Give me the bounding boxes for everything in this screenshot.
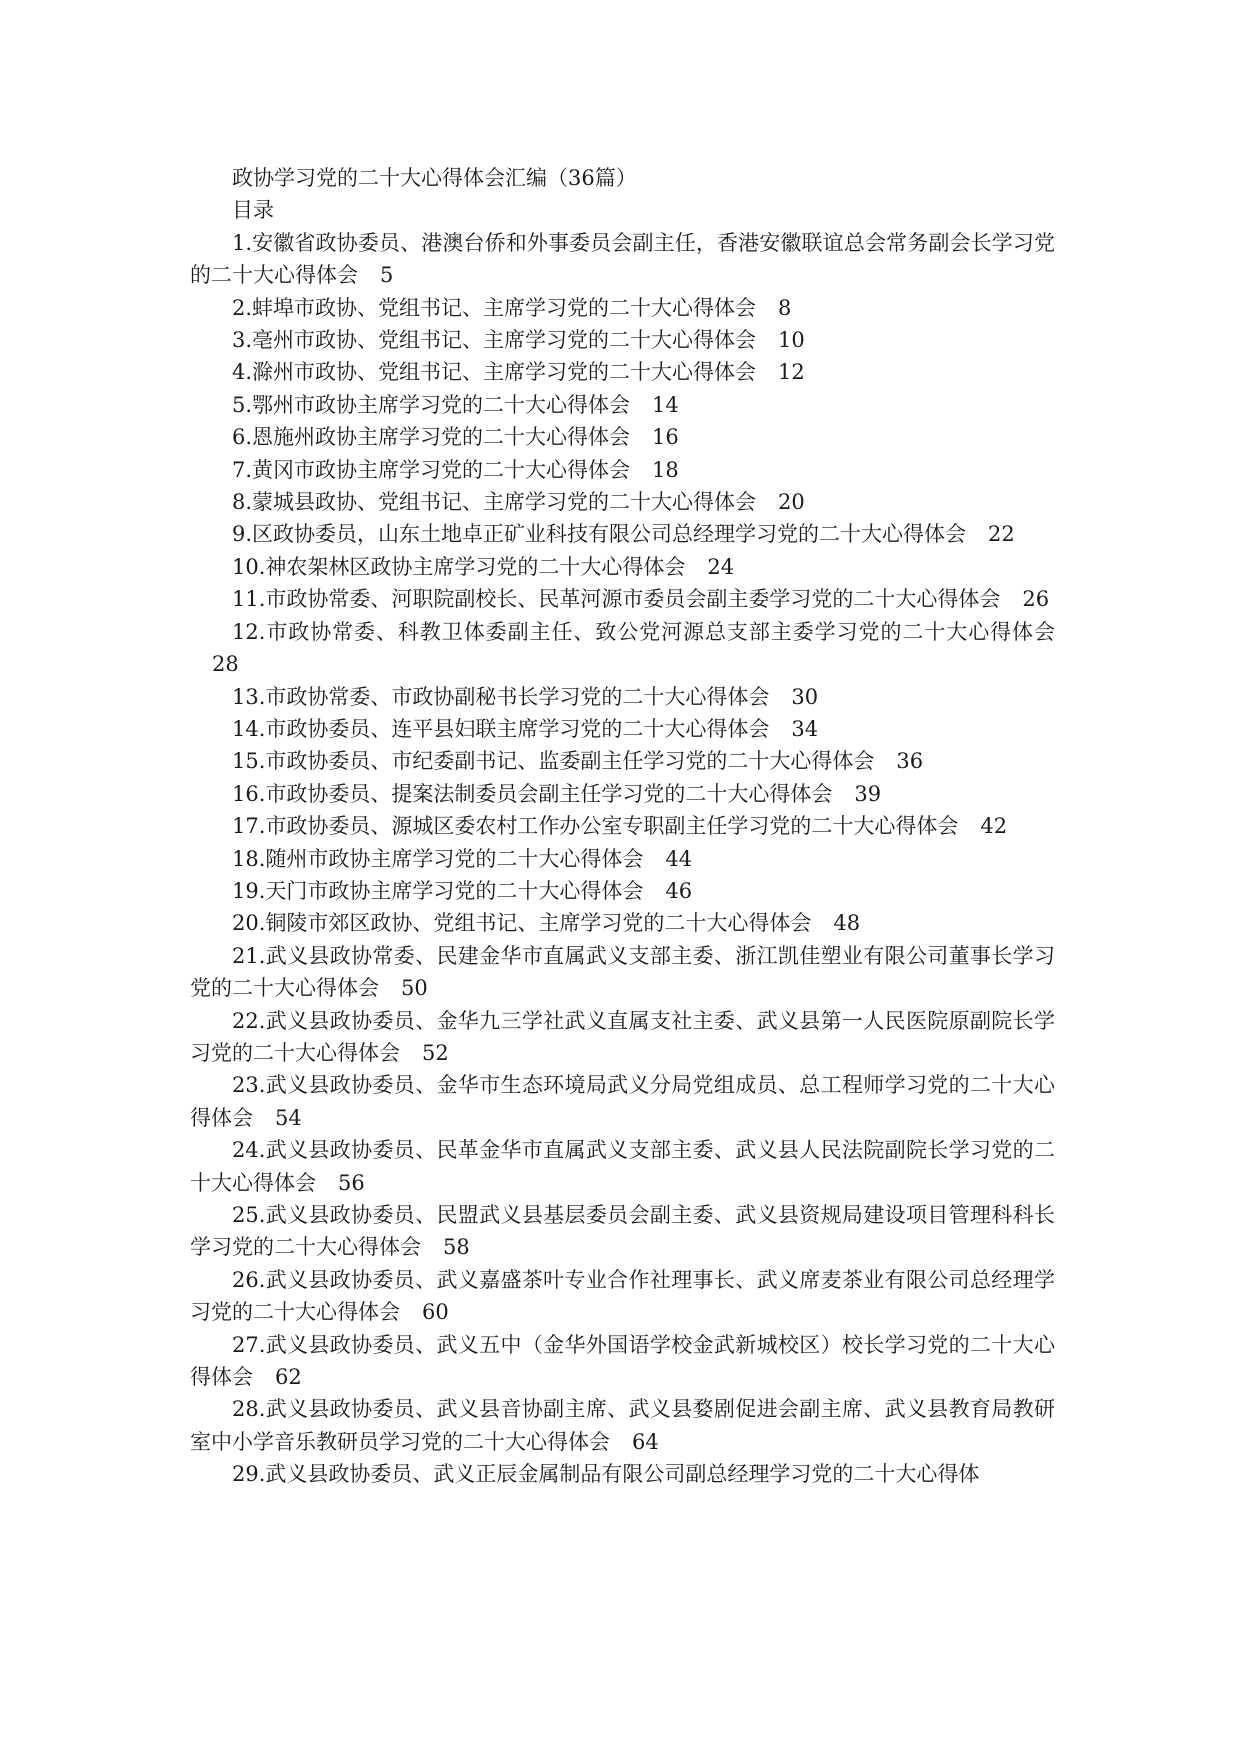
document-page bbox=[190, 162, 1055, 1491]
toc-entry-page-number: 48 bbox=[833, 911, 861, 936]
toc-entry-page-number: 8 bbox=[778, 295, 792, 320]
toc-entry-text: 27.武义县政协委员、武义五中（金华外国语学校金武新城校区）校长学习党的二十大心得体会 bbox=[190, 1332, 1055, 1390]
toc-entry-page-number: 42 bbox=[980, 814, 1008, 839]
toc-entry bbox=[190, 681, 1055, 713]
toc-entry-text: 3.亳州市政协、党组书记、主席学习党的二十大心得体会 bbox=[232, 328, 757, 353]
toc-entry bbox=[190, 551, 1055, 583]
toc-entry-text: 28.武义县政协委员、武义县音协副主席、武义县婺剧促进会副主席、武义县教育局教研室中小学音乐教研员学习党的二十大心得体会 bbox=[190, 1397, 1055, 1454]
toc-entry-page-number: 44 bbox=[665, 846, 693, 871]
toc-entry bbox=[190, 227, 1055, 292]
toc-entry-text: 15.市政协委员、市纪委副书记、监委副主任学习党的二十大心得体会 bbox=[232, 749, 875, 774]
toc-entry-text: 20.铜陵市郊区政协、党组书记、主席学习党的二十大心得体会 bbox=[232, 911, 812, 936]
toc-entry-page-number: 10 bbox=[778, 328, 805, 353]
toc-entry-text: 21.武义县政协常委、民建金华市直属武义支部主委、浙江凯佳塑业有限公司董事长学习党的二十大心得体会 bbox=[190, 943, 1055, 1001]
toc-entry-page-number: 26 bbox=[1022, 587, 1050, 612]
toc-entry-page-number: 36 bbox=[896, 749, 924, 774]
toc-entry-text: 13.市政协常委、市政协副秘书长学习党的二十大心得体会 bbox=[232, 684, 770, 709]
toc-entry bbox=[190, 454, 1055, 486]
toc-entry bbox=[190, 421, 1055, 453]
toc-entry-text: 7.黄冈市政协主席学习党的二十大心得体会 bbox=[232, 457, 631, 482]
toc-entry-text: 10.神农架林区政协主席学习党的二十大心得体会 bbox=[232, 554, 686, 579]
toc-entry-page-number: 50 bbox=[401, 976, 428, 1001]
toc-entry-page-number: 30 bbox=[791, 684, 819, 709]
toc-entry bbox=[190, 616, 1055, 681]
toc-entry bbox=[190, 713, 1055, 745]
toc-entry-page-number: 56 bbox=[338, 1170, 365, 1195]
toc-entry bbox=[190, 778, 1055, 810]
toc-entry-text: 23.武义县政协委员、金华市生态环境局武义分局党组成员、总工程师学习党的二十大心得体会 bbox=[190, 1073, 1055, 1130]
toc-entry-text: 14.市政协委员、连平县妇联主席学习党的二十大心得体会 bbox=[232, 716, 770, 741]
toc-entry bbox=[190, 1199, 1055, 1264]
toc-entry bbox=[190, 940, 1055, 1005]
toc-entry bbox=[190, 356, 1055, 388]
toc-entry-page-number: 5 bbox=[380, 263, 394, 288]
document-title: 政协学习党的二十大心得体会汇编（36篇） bbox=[232, 166, 637, 190]
toc-entry-page-number: 62 bbox=[275, 1365, 302, 1390]
toc-entry-page-number: 28 bbox=[212, 652, 239, 677]
toc-entry-text: 12.市政协常委、科教卫体委副主任、致公党河源总支部主委学习党的二十大心得体会 bbox=[232, 619, 1055, 644]
toc-entry bbox=[190, 745, 1055, 777]
toc-entry bbox=[190, 843, 1055, 875]
toc-entry-page-number: 18 bbox=[652, 457, 679, 482]
toc-entry-page-number: 46 bbox=[665, 878, 693, 903]
toc-entry-text: 2.蚌埠市政协、党组书记、主席学习党的二十大心得体会 bbox=[232, 295, 757, 320]
toc-entry-page-number: 24 bbox=[707, 554, 735, 579]
toc-entry-text: 18.随州市政协主席学习党的二十大心得体会 bbox=[232, 846, 644, 871]
toc-entry-page-number: 60 bbox=[422, 1300, 449, 1325]
toc-entry-text: 26.武义县政协委员、武义嘉盛茶叶专业合作社理事长、武义席麦茶业有限公司总经理学习党的二十大心得体会 bbox=[190, 1267, 1055, 1325]
toc-entry-page-number: 58 bbox=[443, 1235, 470, 1260]
toc-entry-text: 5.鄂州市政协主席学习党的二十大心得体会 bbox=[232, 392, 631, 417]
toc-entry bbox=[190, 486, 1055, 518]
toc-entry-page-number: 14 bbox=[652, 392, 679, 417]
toc-entry bbox=[190, 1264, 1055, 1329]
toc-entry bbox=[190, 518, 1055, 550]
toc-entry-text: 25.武义县政协委员、民盟武义县基层委员会副主委、武义县资规局建设项目管理科科长学习党的二十大心得体会 bbox=[190, 1203, 1055, 1260]
toc-entry-text: 17.市政协委员、源城区委农村工作办公室专职副主任学习党的二十大心得体会 bbox=[232, 814, 959, 839]
toc-entry-page-number: 22 bbox=[988, 522, 1015, 547]
toc-entry-page-number: 39 bbox=[854, 781, 882, 806]
toc-entry bbox=[190, 907, 1055, 939]
toc-entry-text: 9.区政协委员，山东土地卓正矿业科技有限公司总经理学习党的二十大心得体会 bbox=[232, 522, 967, 547]
toc-entry bbox=[190, 1393, 1055, 1458]
toc-entry bbox=[190, 875, 1055, 907]
toc-entry-text: 19.天门市政协主席学习党的二十大心得体会 bbox=[232, 878, 644, 903]
toc-entry-text: 6.恩施州政协主席学习党的二十大心得体会 bbox=[232, 425, 631, 450]
toc-entry-page-number: 54 bbox=[275, 1105, 302, 1130]
toc-entry-page-number: 12 bbox=[778, 360, 805, 385]
toc-entry-text: 11.市政协常委、河职院副校长、民革河源市委员会副主委学习党的二十大心得体会 bbox=[232, 587, 1001, 612]
toc-entry bbox=[190, 1005, 1055, 1070]
toc-entry-text: 16.市政协委员、提案法制委员会副主任学习党的二十大心得体会 bbox=[232, 781, 833, 806]
toc-heading: 目录 bbox=[232, 198, 274, 223]
toc-entry bbox=[190, 1069, 1055, 1134]
toc-list bbox=[190, 227, 1055, 1491]
toc-entry-page-number: 34 bbox=[791, 716, 819, 741]
toc-entry bbox=[190, 1134, 1055, 1199]
toc-entry-text: 24.武义县政协委员、民革金华市直属武义支部主委、武义县人民法院副院长学习党的二十大心得体会 bbox=[190, 1138, 1055, 1195]
toc-entry bbox=[190, 1329, 1055, 1394]
toc-entry bbox=[190, 324, 1055, 356]
toc-entry bbox=[190, 1458, 1055, 1490]
toc-entry-text: 8.蒙城县政协、党组书记、主席学习党的二十大心得体会 bbox=[232, 490, 757, 515]
toc-entry-page-number: 20 bbox=[778, 490, 805, 515]
toc-entry-text: 22.武义县政协委员、金华九三学社武义直属支社主委、武义县第一人民医院原副院长学习党的二十大心得体会 bbox=[190, 1008, 1055, 1065]
toc-entry-page-number: 52 bbox=[422, 1040, 449, 1065]
toc-entry bbox=[190, 292, 1055, 324]
toc-entry bbox=[190, 389, 1055, 421]
toc-entry-page-number: 16 bbox=[652, 425, 679, 450]
toc-entry bbox=[190, 810, 1055, 842]
toc-entry-text: 4.滁州市政协、党组书记、主席学习党的二十大心得体会 bbox=[232, 360, 757, 385]
toc-entry-page-number: 64 bbox=[632, 1429, 659, 1454]
toc-entry-text: 29.武义县政协委员、武义正辰金属制品有限公司副总经理学习党的二十大心得体 bbox=[232, 1462, 980, 1487]
toc-entry-text: 1.安徽省政协委员、港澳台侨和外事委员会副主任，香港安徽联谊总会常务副会长学习党的二十大心得体会 bbox=[190, 230, 1055, 288]
toc-entry bbox=[190, 583, 1055, 615]
